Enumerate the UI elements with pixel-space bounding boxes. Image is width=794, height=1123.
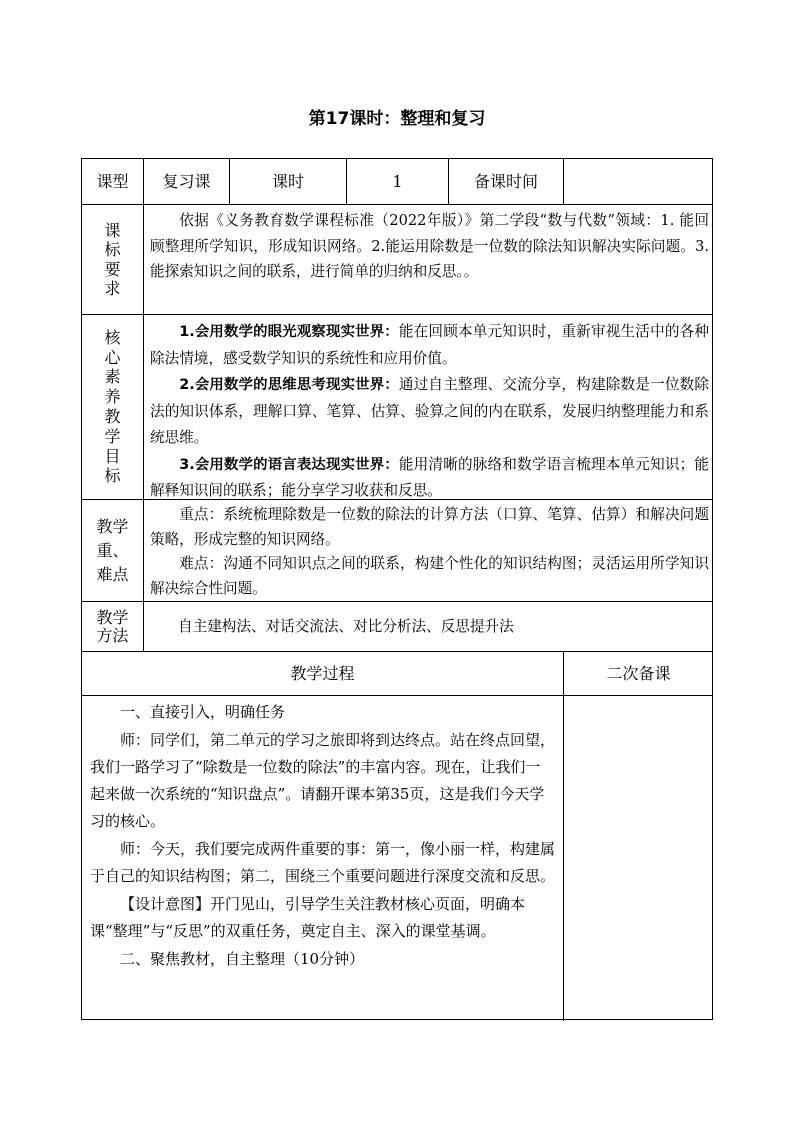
core-objective-text: 能在回顾本单元知识时，重新审视生活中的各种除法情境，感受数学知识的系统性和应用价值。 — [150, 323, 709, 367]
core-label-char: 学 — [104, 426, 121, 446]
process-paragraph: 二、聚焦教材，自主整理（10分钟） — [120, 950, 365, 968]
core-label-char: 心 — [104, 347, 121, 367]
core-objective-item — [150, 452, 709, 501]
key-points-content — [144, 500, 713, 602]
requirements-label — [82, 205, 144, 315]
method-label-line: 方法 — [96, 625, 129, 645]
class-hours-value: 1 — [347, 159, 449, 205]
core-objective-text: 能用清晰的脉络和数学语言梳理本单元知识；能解释知识间的联系；能分享学习收获和反思。 — [150, 455, 709, 499]
lesson-plan-table — [81, 158, 713, 1020]
process-paragraph: 一、直接引入，明确任务 — [120, 703, 286, 721]
method-text: 自主建构法、对话交流法、对比分析法、反思提升法 — [178, 617, 514, 635]
core-objectives-content — [144, 315, 713, 500]
requirements-label-char: 求 — [104, 279, 121, 298]
requirements-content — [144, 205, 713, 315]
key-points-label-line: 难点 — [96, 564, 129, 584]
core-objective-text: 通过自主整理、交流分享，构建除数是一位数除法的知识体系，理解口算、笔算、估算、验算之间的内在联系，发展归纳整理能力和系统思维。 — [150, 376, 709, 446]
page-title: 第17课时：整理和复习 — [308, 109, 486, 129]
process-paragraph: 【设计意图】开门见山，引导学生关注教材核心页面，明确本课“整理”与“反思”的双重任务，奠定自主、深入的课堂基调。 — [90, 895, 526, 940]
key-point-text: 重点：系统梳理除数是一位数的除法的计算方法（口算、笔算、估算）和解决问题策略，形成完整的知识网络。 — [150, 506, 709, 548]
class-hours-label: 课时 — [230, 159, 347, 205]
method-content — [144, 602, 713, 652]
process-paragraph: 师：今天，我们要完成两件重要的事：第一，像小丽一样，构建属于自己的知识结构图；第二，围绕三个重要问题进行深度交流和反思。 — [90, 840, 556, 885]
core-label-char: 养 — [104, 387, 121, 407]
core-objectives-label — [82, 315, 144, 500]
method-label-line: 教学 — [96, 607, 129, 627]
process-content — [82, 696, 564, 1021]
process-paragraph: 师：同学们，第二单元的学习之旅即将到达终点。站在终点回望，我们一路学习了“除数是一位数的除法”的丰富内容。现在，让我们一起来做一次系统的“知识盘点”。请翻开课本第35页，这是我们今天学习的核心。 — [90, 731, 556, 830]
requirements-label-char: 标 — [104, 240, 121, 259]
core-label-char: 教 — [104, 407, 121, 426]
process-header: 教学过程 — [82, 652, 564, 696]
core-objective-head: 2.会用数学的思维思考现实世界： — [179, 377, 399, 393]
core-label-char: 标 — [104, 466, 121, 486]
core-objective-head: 1.会用数学的眼光观察现实世界： — [179, 324, 399, 340]
lesson-type-label: 课型 — [82, 159, 144, 205]
core-label-char: 核 — [104, 327, 121, 347]
lesson-type-value: 复习课 — [144, 159, 230, 205]
requirements-label-char: 课 — [104, 220, 121, 240]
requirements-text: 依据《义务教育数学课程标准（2022年版）》第二学段“数与代数”领域：1. 能回顾整理所学知识，形成知识网络。2.能运用除数是一位数的除法知识解决实际问题。3.能探索知识之间的联系，进行简单的归纳和反思。。 — [150, 212, 709, 280]
key-points-label-line: 重、 — [96, 540, 129, 560]
prep-time-label: 备课时间 — [449, 159, 564, 205]
core-label-char: 素 — [104, 367, 121, 387]
core-label-char: 目 — [104, 446, 121, 466]
method-label — [82, 602, 144, 652]
core-objective-item — [150, 372, 709, 452]
second-prep-header: 二次备课 — [564, 652, 713, 696]
prep-time-value — [564, 159, 713, 205]
requirements-label-char: 要 — [104, 259, 121, 279]
key-points-label-line: 教学 — [96, 516, 129, 536]
core-objective-item — [150, 319, 709, 372]
second-prep-content — [564, 696, 713, 1021]
core-objective-head: 3.会用数学的语言表达现实世界： — [179, 456, 399, 473]
key-points-label — [82, 500, 144, 602]
difficult-point-text: 难点：沟通不同知识点之间的联系，构建个性化的知识结构图；灵活运用所学知识解决综合性问题。 — [150, 555, 709, 597]
